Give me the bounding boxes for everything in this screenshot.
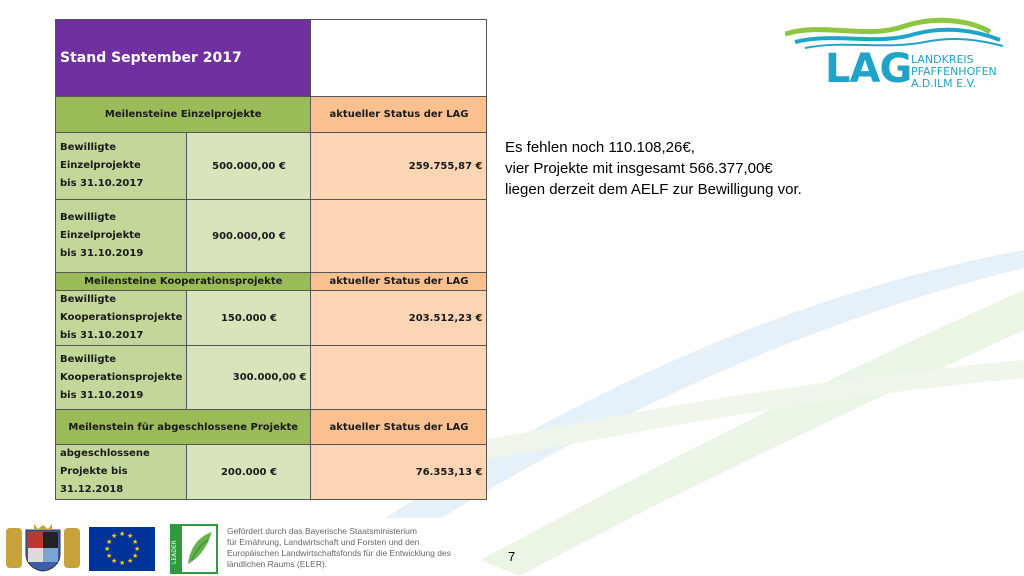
table-row (56, 291, 487, 346)
lag-logo (785, 12, 1005, 96)
funding-footer (0, 518, 482, 576)
section-heading-einzelprojekte: Meilensteine Einzelprojekte (56, 97, 311, 133)
row-label: Bewilligte Kooperationsprojekte bis 31.10.2019 (56, 346, 187, 410)
status-heading: aktueller Status der LAG (311, 273, 487, 291)
side-note-line: vier Projekte mit insgesamt 566.377,00€ (505, 160, 773, 177)
row-label: abgeschlossene Projekte bis 31.12.2018 (56, 445, 187, 500)
target-value: 150.000 € (187, 291, 311, 346)
status-heading: aktueller Status der LAG (311, 97, 487, 133)
bavarian-coat-of-arms-icon (6, 524, 80, 572)
table-row (56, 346, 487, 410)
status-value: 203.512,23 € (311, 291, 487, 346)
status-value: 259.755,87 € (311, 133, 487, 200)
target-value: 900.000,00 € (187, 200, 311, 273)
eu-flag-icon: ★ ★ ★ ★ ★ ★ ★ ★ ★ ★ ★ ★ (89, 527, 155, 571)
target-value: 500.000,00 € (187, 133, 311, 200)
page-number: 7 (508, 549, 516, 564)
logo-letters: LAG (825, 46, 912, 92)
section-heading-abgeschlossene: Meilenstein für abgeschlossene Projekte (56, 410, 311, 445)
status-heading: aktueller Status der LAG (311, 410, 487, 445)
section-heading-kooperationsprojekte: Meilensteine Kooperationsprojekte (56, 273, 311, 291)
row-label: Bewilligte Einzelprojekte bis 31.10.2019 (56, 200, 187, 273)
target-value: 200.000 € (187, 445, 311, 500)
row-label: Bewilligte Kooperationsprojekte bis 31.10.2017 (56, 291, 187, 346)
leader-text: LEADER (171, 540, 178, 564)
funding-text: Gefördert durch das Bayerische Staatsministerium für Ernährung, Landwirtschaft und Forsten und den Europäischen Landwirtschaftsfonds für die Entwicklung des ländlichen Raums (ELER). (227, 526, 451, 569)
empty-header-cell (311, 20, 487, 97)
row-label: Bewilligte Einzelprojekte bis 31.10.2017 (56, 133, 187, 200)
side-note (505, 137, 802, 200)
table-row (56, 133, 487, 200)
side-note-line: Es fehlen noch 110.108,26€, (505, 139, 695, 156)
status-value: 76.353,13 € (311, 445, 487, 500)
table-row (56, 200, 487, 273)
milestones-table (55, 19, 487, 500)
table-row (56, 445, 487, 500)
logo-subtitle: LANDKREIS PFAFFENHOFEN A.D.ILM E.V. (911, 53, 997, 90)
target-value: 300.000,00 € (187, 346, 311, 410)
side-note-line: liegen derzeit dem AELF zur Bewilligung vor. (505, 181, 802, 198)
status-value (311, 346, 487, 410)
leader-logo-icon (170, 524, 218, 574)
status-value (311, 200, 487, 273)
table-title: Stand September 2017 (56, 20, 311, 97)
